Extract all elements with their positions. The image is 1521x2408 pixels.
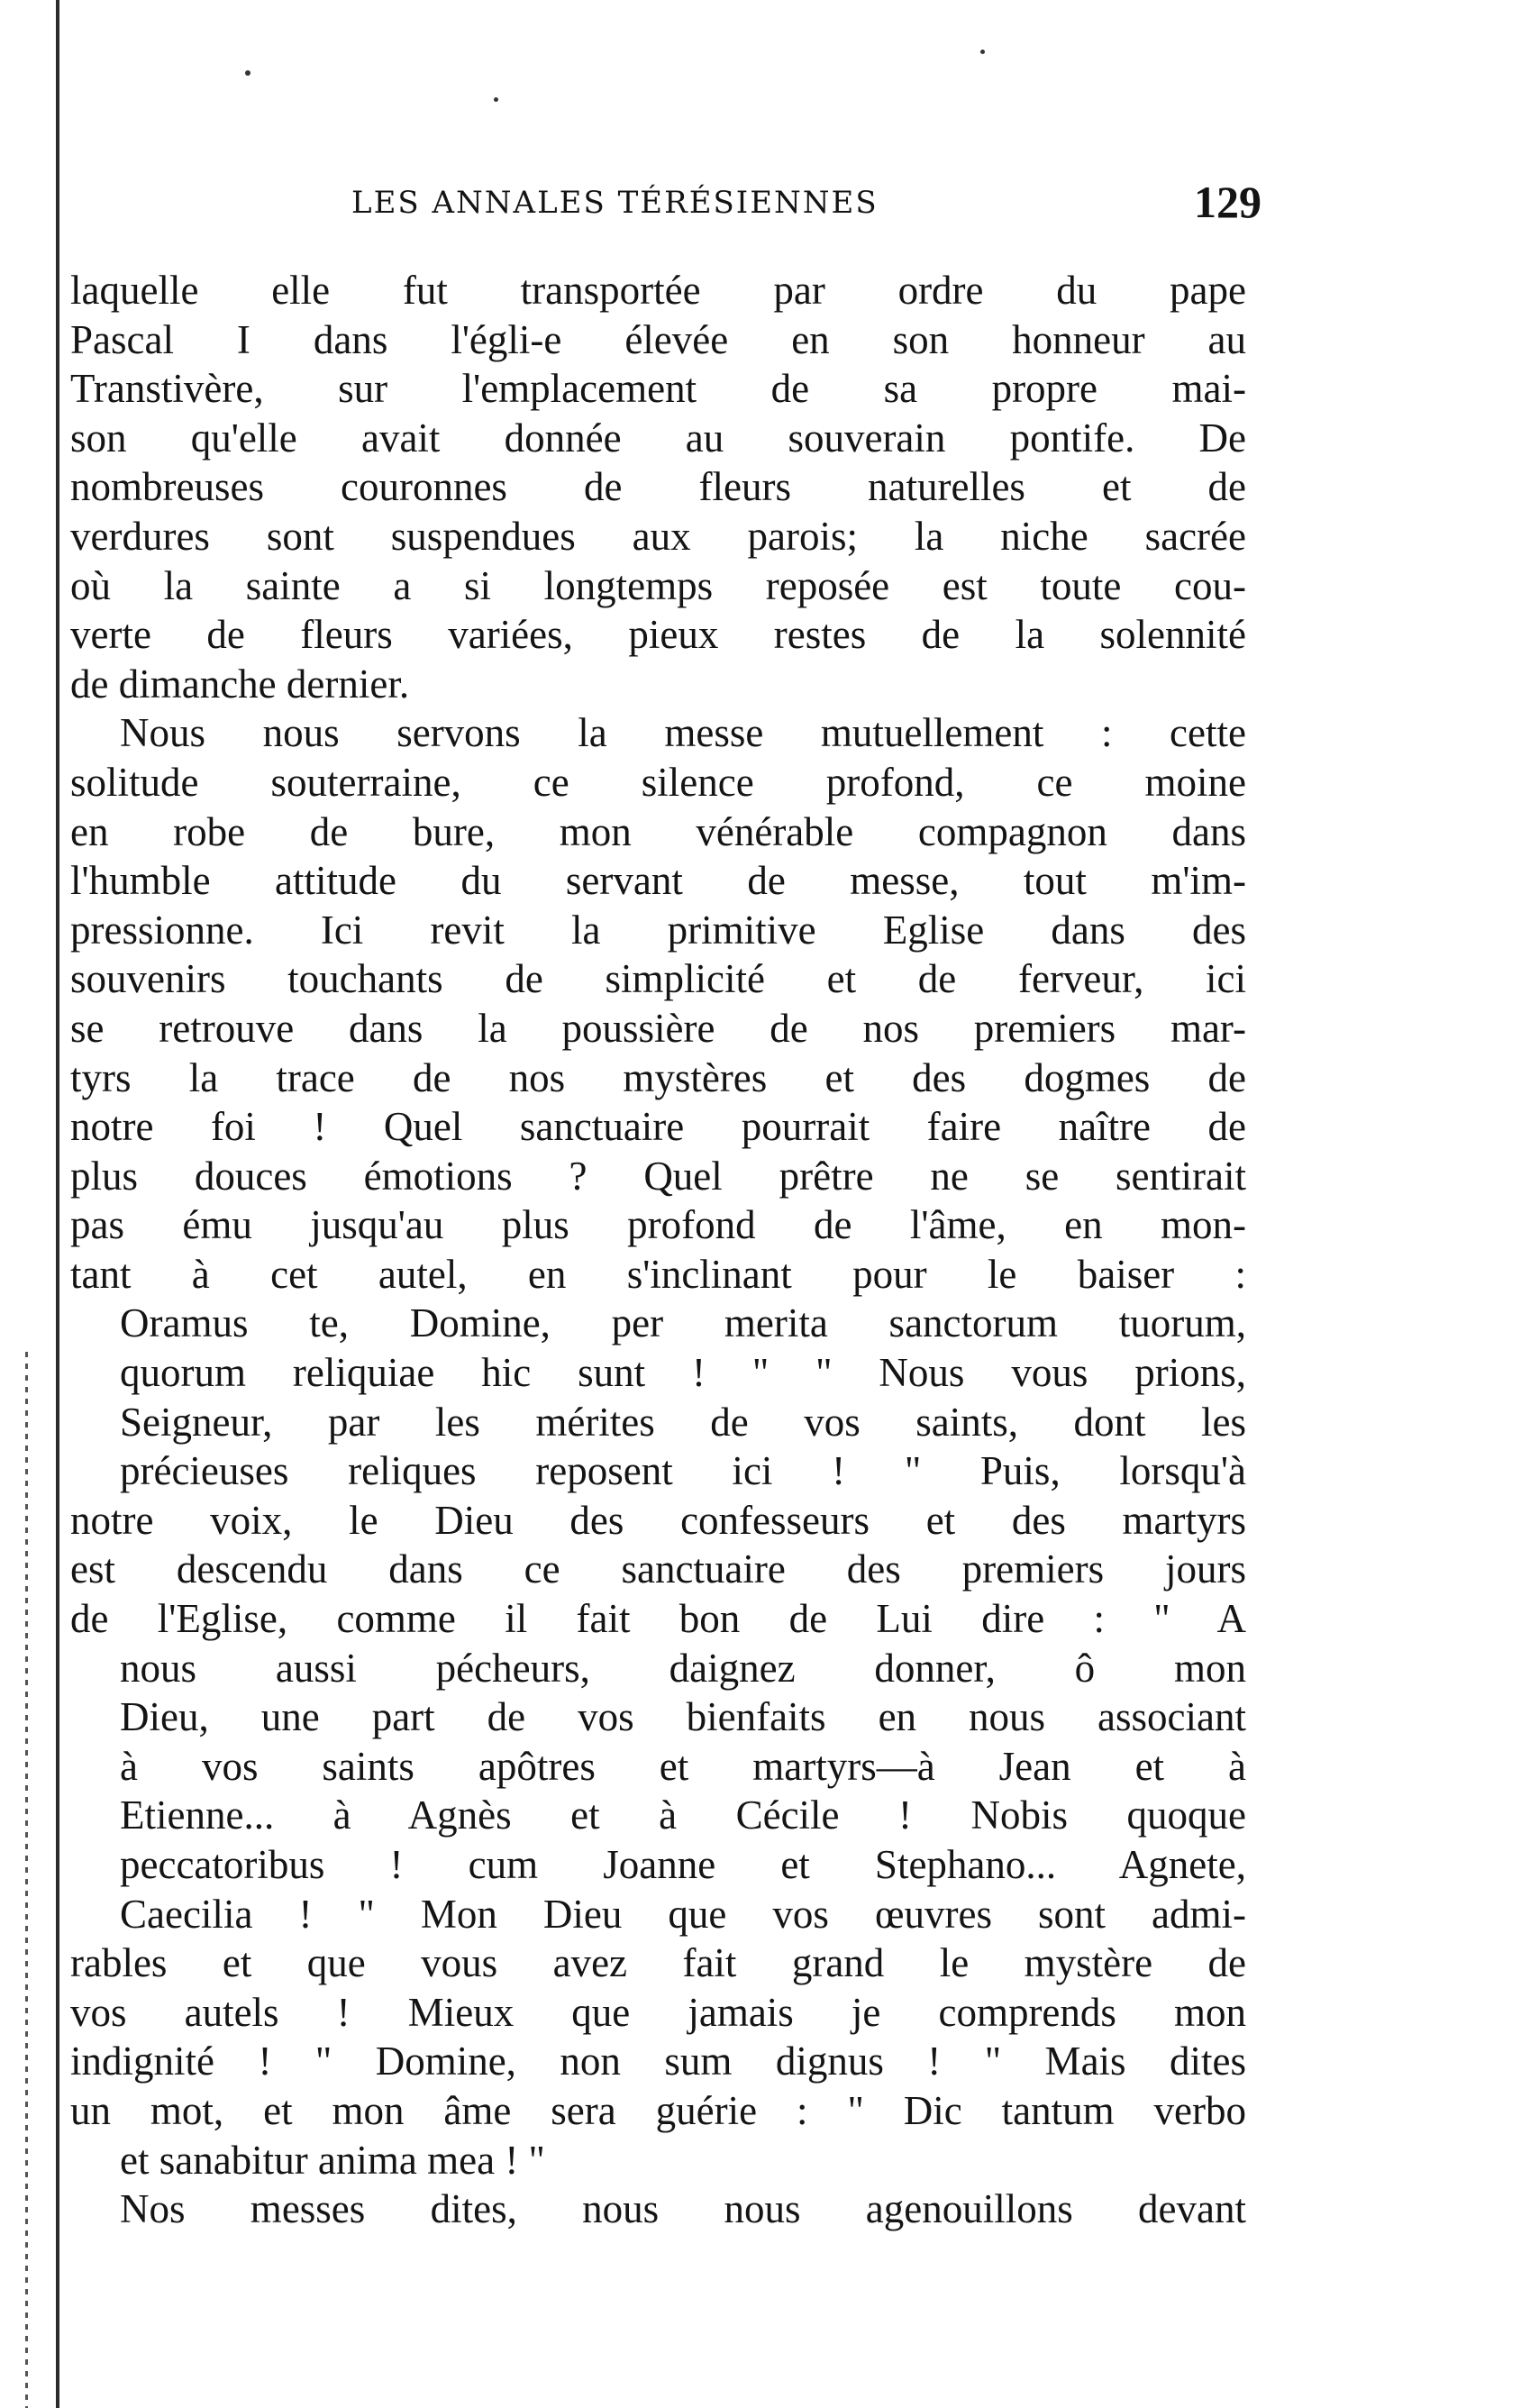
quoted-text-line: quorum reliquiae hic sunt ! " " Nous vous prions, [120,1350,1246,1396]
ink-speck [245,70,250,76]
text-line: vos autels ! Mieux que jamais je comprends mon [70,1989,1246,2035]
text-line: notre voix, le Dieu des confesseurs et des martyrs [70,1497,1246,1543]
text-line: notre foi ! Quel sanctuaire pourrait faire naître de [70,1104,1246,1150]
text-line: souvenirs touchants de simplicité et de ferveur, ici [70,956,1246,1002]
text-line: tyrs la trace de nos mystères et des dogmes de [70,1054,1246,1100]
quoted-text-line: peccatoribus ! cum Joanne et Stephano... Agnete, [120,1842,1246,1887]
quoted-text-line: nous aussi pécheurs, daignez donner, ô mon [120,1645,1246,1691]
text-line: verte de fleurs variées, pieux restes de la solennité [70,612,1246,658]
quoted-text-line: Etienne... à Agnès et à Cécile ! Nobis quoque [120,1792,1246,1838]
text-line: de dimanche dernier. [70,661,410,707]
text-line: pas ému jusqu'au plus profond de l'âme, en mon- [70,1202,1246,1248]
quoted-text-line: Seigneur, par les mérites de vos saints, dont les [120,1399,1246,1445]
text-line: tant à cet autel, en s'inclinant pour le baiser : [70,1251,1246,1297]
text-line: son qu'elle avait donnée au souverain pontife. De [70,415,1246,461]
quoted-text-line: Caecilia ! " Mon Dieu que vos œuvres sont admi- [120,1891,1246,1937]
paragraph-start-line: Nous nous servons la messe mutuellement : cette [120,710,1246,756]
text-line: plus douces émotions ? Quel prêtre ne se sentirait [70,1153,1246,1199]
page-number: 129 [1194,177,1261,227]
running-header [72,176,1261,230]
quoted-text-line: à vos saints apôtres et martyrs—à Jean et à [120,1743,1246,1789]
text-line: verdures sont suspendues aux parois; la niche sacrée [70,513,1246,559]
text-line: de l'Eglise, comme il fait bon de Lui dire : " A [70,1596,1246,1642]
ink-speck [494,97,498,102]
text-line: est descendu dans ce sanctuaire des premiers jours [70,1546,1246,1592]
quoted-text-line: précieuses reliques reposent ici ! " Puis, lorsqu'à [120,1448,1246,1494]
text-line: Pascal I dans l'égli-e élevée en son honneur au [70,316,1246,362]
text-line: un mot, et mon âme sera guérie : " Dic tantum verbo [70,2087,1246,2133]
text-line: solitude souterraine, ce silence profond, ce moine [70,759,1246,805]
text-line: pressionne. Ici revit la primitive Eglise dans des [70,907,1246,953]
running-title: LES ANNALES TÉRÉSIENNES [351,185,879,221]
text-line: indignité ! " Domine, non sum dignus ! " Mais dites [70,2039,1246,2084]
quoted-text-line: et sanabitur anima mea ! " [120,2137,545,2183]
text-line: l'humble attitude du servant de messe, tout m'im- [70,858,1246,904]
binding-edge-dotted-line [25,1352,28,2408]
paragraph-start-line: Nos messes dites, nous nous agenouillons devant [120,2186,1246,2232]
text-line: se retrouve dans la poussière de nos premiers mar- [70,1005,1246,1051]
binding-edge-line [56,0,59,2408]
text-line: laquelle elle fut transportée par ordre du pape [70,268,1246,313]
text-line: où la sainte a si longtemps reposée est toute cou- [70,562,1246,608]
text-line: nombreuses couronnes de fleurs naturelles et de [70,464,1246,510]
ink-speck [980,50,985,54]
quoted-text-line: Dieu, une part de vos bienfaits en nous associant [120,1694,1246,1740]
body-text [70,266,1246,2234]
quoted-text-line: Oramus te, Domine, per merita sanctorum tuorum, [120,1300,1246,1346]
text-line: en robe de bure, mon vénérable compagnon dans [70,808,1246,854]
text-line: rables et que vous avez fait grand le mystère de [70,1940,1246,1986]
text-line: Transtivère, sur l'emplacement de sa propre mai- [70,366,1246,412]
